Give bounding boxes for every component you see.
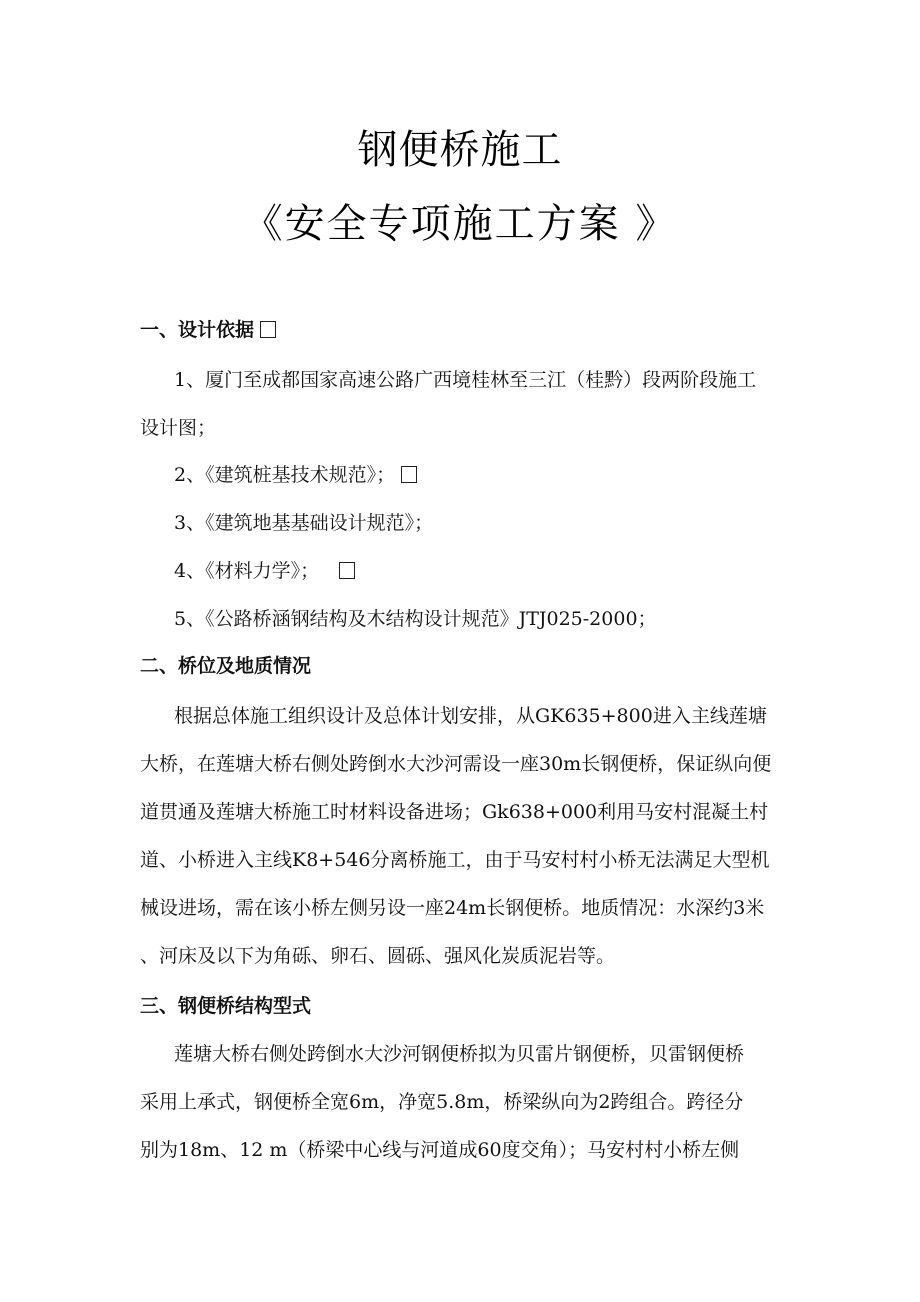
paragraph-line: 、河床及以下为角砾、卵石、圆砾、强风化炭质泥岩等。	[140, 945, 616, 967]
paragraph-line: 根据总体施工组织设计及总体计划安排，从GK635+800进入主线莲塘	[174, 705, 767, 727]
paragraph-line: 别为18m、12 m（桥梁中心线与河道成60度交角）；马安村村小桥左侧	[140, 1139, 740, 1161]
paragraph-line: 大桥，在莲塘大桥右侧处跨倒水大沙河需设一座30m长钢便桥，保证纵向便	[140, 753, 772, 775]
paragraph-line: 道贯通及莲塘大桥施工时材料设备进场；Gk638+000利用马安村混凝土村	[140, 801, 769, 823]
section-heading-2: 二、桥位及地质情况	[140, 655, 312, 677]
basis-item-2	[140, 463, 864, 487]
basis-item-5: 5、《公路桥涵钢结构及木结构设计规范》JTJ025-2000；	[174, 608, 657, 630]
paragraph-line: 采用上承式，钢便桥全宽6m，净宽5.8m，桥梁纵向为2跨组合。跨径分	[140, 1091, 744, 1113]
basis-item-4	[140, 559, 864, 583]
checkbox-square-icon	[260, 321, 276, 338]
paragraph-line: 械设进场，需在该小桥左侧另设一座24m长钢便桥。地质情况：水深约3米	[140, 897, 765, 919]
checkbox-square-icon	[339, 562, 355, 579]
paragraph-line: 道、小桥进入主线K8+546分离桥施工，由于马安村村小桥无法满足大型机	[140, 849, 770, 871]
paragraph-line: 莲塘大桥右侧处跨倒水大沙河钢便桥拟为贝雷片钢便桥，贝雷钢便桥	[174, 1043, 745, 1065]
section-heading-text: 一、设计依据	[140, 319, 255, 341]
basis-item-3: 3、《建筑地基基础设计规范》；	[174, 512, 434, 534]
basis-item-1: 1、厦门至成都国家高速公路广西境桂林至三江（桂黔）段两阶段施工	[174, 369, 757, 391]
basis-item-text: 2、《建筑桩基技术规范》；	[174, 464, 396, 486]
checkbox-square-icon	[401, 466, 417, 483]
document-title: 钢便桥施工	[357, 127, 563, 173]
section-heading-1	[140, 318, 830, 342]
basis-item-1-continued: 设计图；	[140, 417, 217, 439]
section-heading-3: 三、钢便桥结构型式	[140, 995, 312, 1017]
basis-item-text: 4、《材料力学》；	[174, 560, 320, 582]
document-subtitle: 《安全专项施工方案 》	[242, 201, 678, 247]
